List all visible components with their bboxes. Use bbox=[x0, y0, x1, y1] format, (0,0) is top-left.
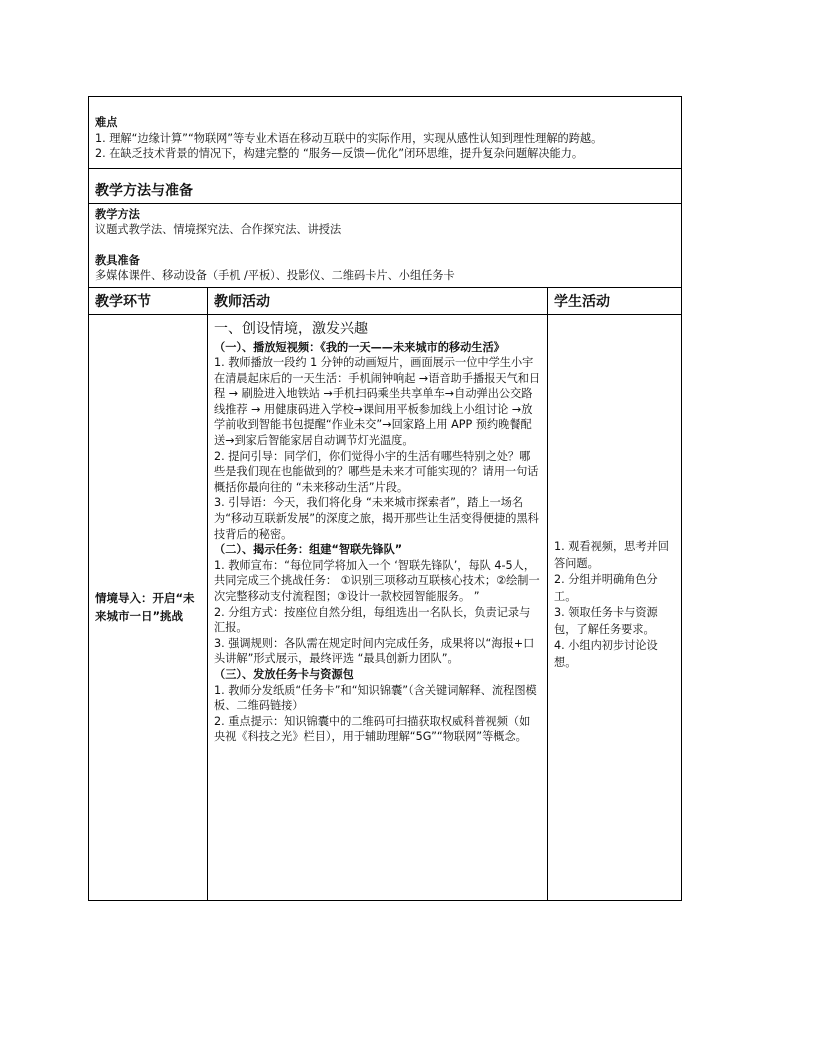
student-activity-list bbox=[554, 539, 675, 671]
difficulty-section bbox=[89, 97, 681, 169]
tools-text: 多媒体课件、移动设备（手机 /平板）、投影仪、二维码卡片、小组任务卡 bbox=[95, 269, 455, 282]
lesson-plan-page bbox=[88, 96, 682, 901]
teacher-paragraph: 1. 教师宣布：“每位同学将加入一个 ‘智联先锋队’，每队 4-5人，共同完成三个挑战任务： ①识别三项移动互联核心技术；②绘制一次完整移动支付流程图；③设计一款校园智能服务。 ” bbox=[214, 558, 540, 603]
teacher-heading: 一、创设情境，激发兴趣 bbox=[214, 320, 368, 337]
difficulty-item: 2. 在缺乏技术背景的情况下，构建完整的 “服务—反馈—优化”闭环思维，提升复杂问题解决能力。 bbox=[95, 147, 584, 160]
teacher-subheading: （二）、揭示任务：组建“智联先锋队” bbox=[214, 543, 403, 557]
teacher-paragraph: 2. 提问引导：同学们，你们觉得小宇的生活有哪些特别之处？哪些是我们现在也能做到的？哪些是未来才可能实现的？请用一句话概括你最向往的 “未来移动生活”片段。 bbox=[214, 449, 539, 494]
teacher-paragraph: 2. 重点提示：知识锦囊中的二维码可扫描获取权威科普视频（如央视《科技之光》栏目），用于辅助理解“5G”“物联网”等概念。 bbox=[214, 714, 531, 744]
section-title: 教学方法与准备 bbox=[95, 182, 193, 199]
table-header-row bbox=[89, 288, 681, 315]
header-stage: 教学环节 bbox=[89, 288, 208, 314]
table-row bbox=[89, 315, 681, 900]
student-activity-item: 4. 小组内初步讨论设想。 bbox=[554, 639, 658, 669]
teacher-paragraph: 1. 教师播放一段约 1 分钟的动画短片，画面展示一位中学生小宇在清晨起床后的一天生活：手机闹钟响起 →语音助手播报天气和日程 → 刷脸进入地铁站 →手机扫码乘坐共享单车→自动弹出公交路线推荐 → 用健康码进入学校→课间用平板参加线上小组讨论 →放学前收到智能书包提醒“作业未交”→回家路上用 APP 预约晚餐配送→到家后智能家居自动调节灯光温度。 bbox=[214, 356, 541, 448]
tools-title: 教具准备 bbox=[95, 253, 140, 267]
difficulty-item: 1. 理解“边缘计算”“物联网”等专业术语在移动互联中的实际作用，实现从感性认知到理性理解的跨越。 bbox=[95, 131, 603, 145]
teacher-paragraph: 2. 分组方式：按座位自然分组，每组选出一名队长，负责记录与汇报。 bbox=[214, 605, 531, 635]
stage-cell: 情境导入：开启“未来城市一日”挑战 bbox=[89, 315, 208, 900]
methods-section-header bbox=[89, 169, 681, 204]
teacher-subheading: （一）、播放短视频：《我的一天——未来城市的移动生活》 bbox=[214, 340, 505, 354]
teacher-subheading: （三）、发放任务卡与资源包 bbox=[214, 667, 354, 681]
method-text: 议题式教学法、情境探究法、合作探究法、讲授法 bbox=[95, 223, 342, 236]
student-activity-cell bbox=[548, 315, 681, 900]
difficulty-title: 难点 bbox=[95, 116, 118, 129]
teacher-paragraph: 3. 引导语：今天，我们将化身 “未来城市探索者”，踏上一场名为“移动互联新发展”的深度之旅，揭开那些让生活变得便捷的黑科技背后的秘密。 bbox=[214, 496, 539, 541]
teacher-paragraph: 1. 教师分发纸质“任务卡”和“知识锦囊”（含关键词解释、流程图模板、二维码链接） bbox=[214, 683, 537, 713]
header-student: 学生活动 bbox=[554, 293, 610, 310]
student-activity-item: 2. 分组并明确角色分工。 bbox=[554, 573, 658, 603]
teacher-paragraph: 3. 强调规则：各队需在规定时间内完成任务，成果将以“海报+口头讲解”形式展示，最终评选 “最具创新力团队”。 bbox=[214, 636, 535, 666]
student-activity-item: 3. 领取任务卡与资源包，了解任务要求。 bbox=[554, 606, 658, 636]
header-teacher: 教师活动 bbox=[208, 288, 548, 314]
teacher-activity-cell bbox=[208, 315, 548, 900]
student-activity-item: 1. 观看视频，思考并回答问题。 bbox=[554, 540, 669, 570]
methods-section bbox=[89, 204, 681, 288]
method-title: 教学方法 bbox=[95, 207, 140, 221]
